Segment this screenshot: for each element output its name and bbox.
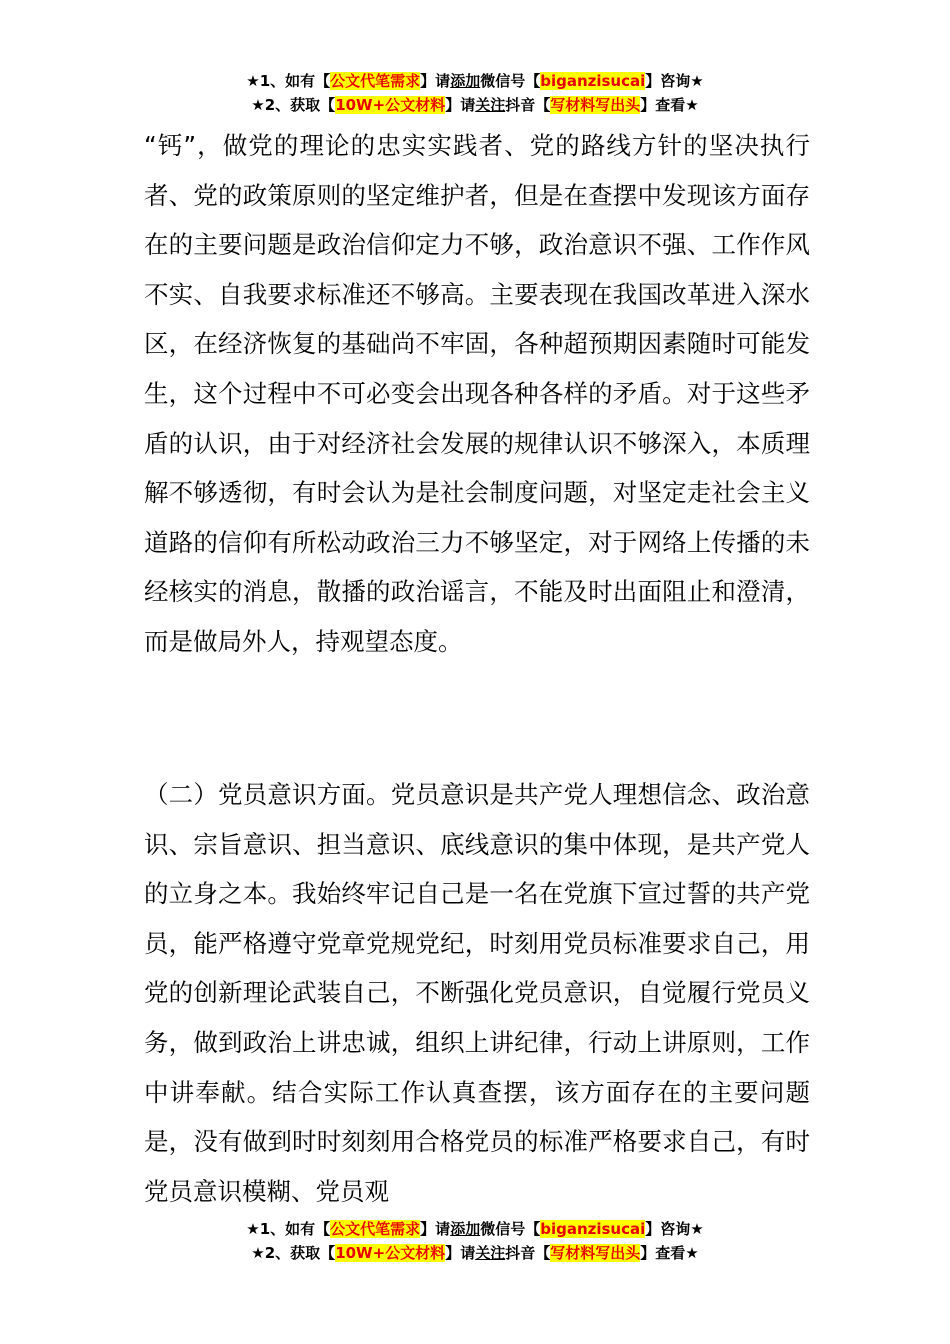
banner-text: 】请: [420, 72, 451, 90]
banner-emphasis: 添加: [450, 1220, 481, 1238]
banner-text: 】查看★: [640, 96, 699, 114]
paragraph-text: （二）党员意识方面。党员意识是共产党人理想信念、政治意识、宗旨意识、担当意识、底线意识的集中体现，是共产党人的立身之本。我始终牢记自己是一名在党旗下宣过誓的共产党员，能严格遵守党章党规党纪，时刻用党员标准要求自己，用党的创新理论武装自己，不断强化党员意识，自觉履行党员义务，做到政治上讲忠诚，组织上讲纪律，行动上讲原则，工作中讲奉献。结合实际工作认真查摆，该方面存在的主要问题是，没有做到时时刻刻用合格党员的标准严格要求自己，有时党员意识模糊、党员观: [144, 780, 810, 1206]
banner-highlight: 写材料写出头: [550, 1244, 641, 1262]
banner-highlight: 公文代笔需求: [330, 72, 421, 90]
banner-text: 抖音【: [505, 96, 551, 114]
banner-emphasis: 关注: [475, 96, 506, 114]
banner-highlight: 写材料写出头: [550, 96, 641, 114]
banner-text: 】请: [445, 96, 476, 114]
header-banner: [0, 69, 950, 117]
banner-line-1: [0, 1217, 950, 1241]
body-paragraph-1: [144, 121, 810, 667]
banner-text: ★2、获取【: [251, 96, 336, 114]
banner-text: ★1、如有【: [246, 1220, 331, 1238]
banner-text: 】请: [445, 1244, 476, 1262]
banner-text: 抖音【: [505, 1244, 551, 1262]
banner-line-2: [0, 93, 950, 117]
banner-text: ★1、如有【: [246, 72, 331, 90]
banner-text: 】咨询★: [645, 72, 704, 90]
banner-text: 】查看★: [640, 1244, 699, 1262]
body-paragraph-2: [144, 770, 810, 1216]
banner-highlight: 10W+公文材料: [335, 1244, 446, 1262]
banner-text: ★2、获取【: [251, 1244, 336, 1262]
footer-banner: [0, 1217, 950, 1265]
banner-text: 】咨询★: [645, 1220, 704, 1238]
banner-emphasis: 添加: [450, 72, 481, 90]
banner-highlight: biganzisucai: [540, 72, 646, 90]
banner-highlight: 10W+公文材料: [335, 96, 446, 114]
banner-emphasis: 关注: [475, 1244, 506, 1262]
banner-highlight: biganzisucai: [540, 1220, 646, 1238]
banner-text: 微信号【: [480, 1220, 541, 1238]
banner-highlight: 公文代笔需求: [330, 1220, 421, 1238]
banner-line-2: [0, 1241, 950, 1265]
paragraph-text: “钙”，做党的理论的忠实实践者、党的路线方针的坚决执行者、党的政策原则的坚定维护者，但是在查摆中发现该方面存在的主要问题是政治信仰定力不够，政治意识不强、工作作风不实、自我要求标准还不够高。主要表现在我国改革进入深水区，在经济恢复的基础尚不牢固，各种超预期因素随时可能发生，这个过程中不可必变会出现各种各样的矛盾。对于这些矛盾的认识，由于对经济社会发展的规律认识不够深入，本质理解不够透彻，有时会认为是社会制度问题，对坚定走社会主义道路的信仰有所松动政治三力不够坚定，对于网络上传播的未经核实的消息，散播的政治谣言，不能及时出面阻止和澄清，而是做局外人，持观望态度。: [144, 131, 810, 656]
banner-text: 】请: [420, 1220, 451, 1238]
banner-text: 微信号【: [480, 72, 541, 90]
banner-line-1: [0, 69, 950, 93]
